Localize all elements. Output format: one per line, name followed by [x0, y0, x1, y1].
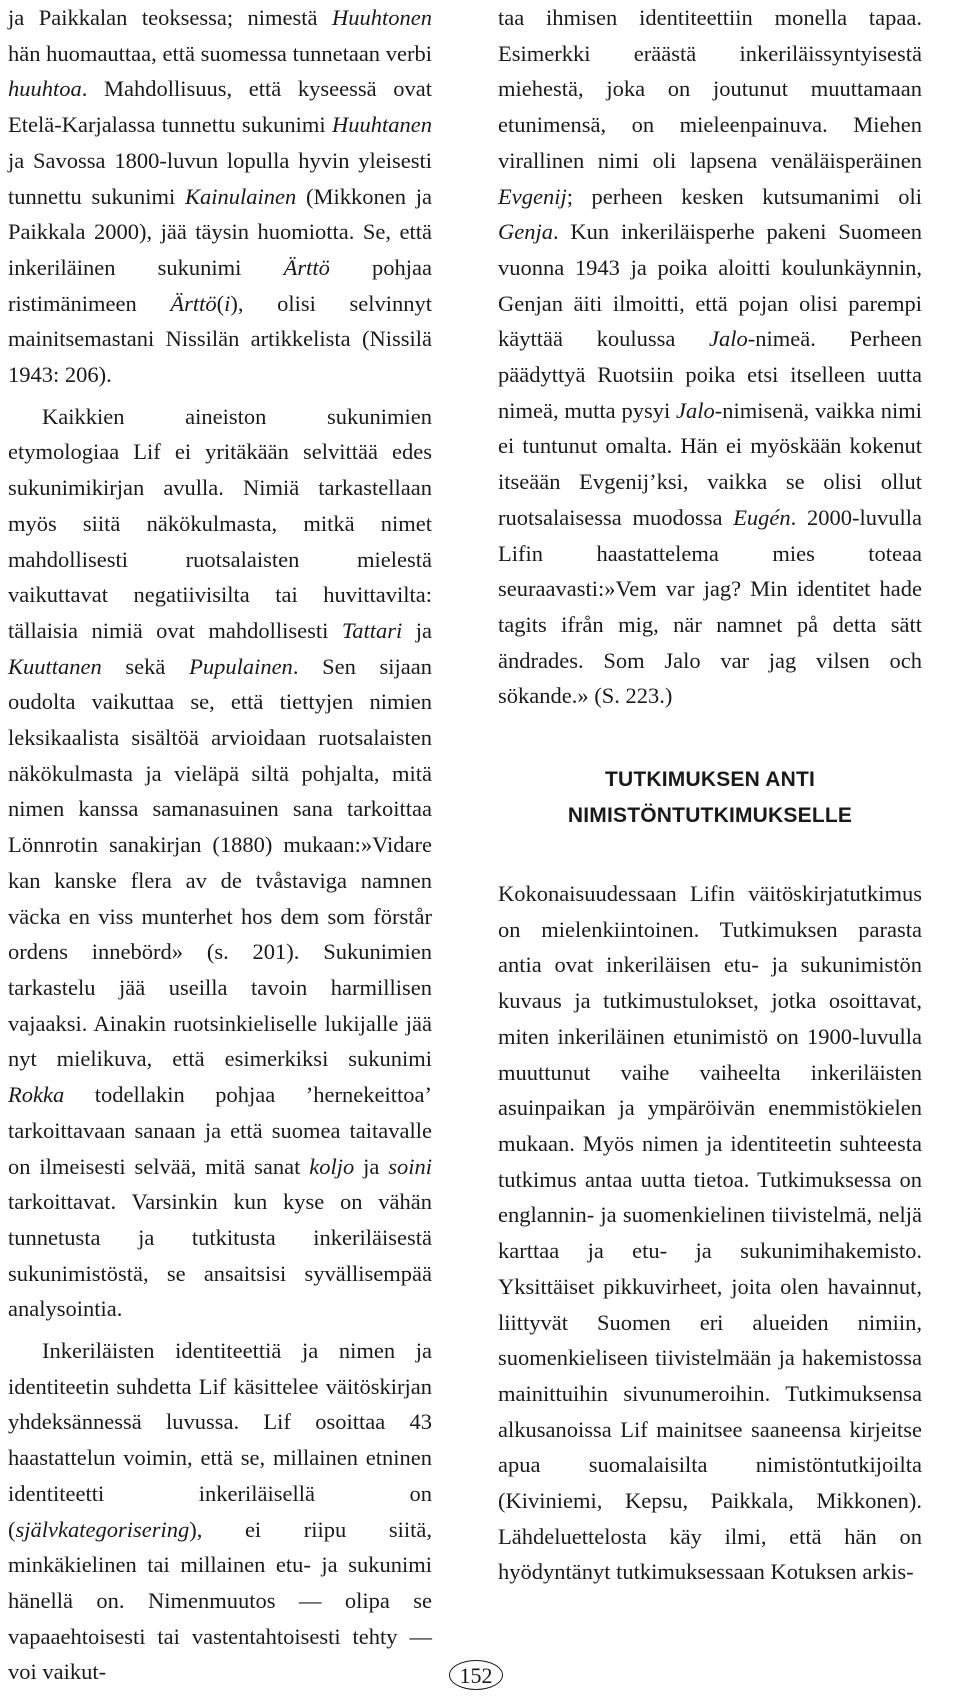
paragraph: Inkeriläisten identiteettiä ja nimen ja identiteetin suhdetta Lif käsittelee väitöskirjan yhdeksännessä luvussa. Lif osoittaa 43 haastattelun voimin, että se, millainen etninen identiteetti inkeriläisellä on (självkategorisering), ei riipu siitä, minkäkielinen tai millainen etu- ja sukunimi hänellä on. Nimenmuutos — olipa se vapaaehtoisesti tai vastentahtoisesti tehty — voi vaikut-	[8, 1338, 432, 1685]
section-heading: TUTKIMUKSEN ANTI NIMISTÖNTUTKIMUKSELLE	[567, 768, 853, 828]
paragraph: Kokonaisuudessaan Lifin väitöskirjatutkimus on mielenkiintoinen. Tutkimuksen parasta antia ovat inkeriläisen etu- ja sukunimistön kuvaus ja tutkimustulokset, jotka osoittavat, miten inkeriläinen etunimistö on 1900-luvulla muuttunut vaihe vaiheelta inkeriläisten asuinpaikan ja ympäröivän enemmistökielen mukaan. Myös nimen ja identiteetin suhteesta tutkimus antaa uutta tietoa. Tutkimuksessa on englannin- ja suomenkielinen tiivistelmä, neljä karttaa ja etu- ja sukunimihakemisto. Yksittäiset pikkuvirheet, joita olen havainnut, liittyvät Suomen eri alueiden nimiin, suomenkieliseen tiivistelmään ja hakemistossa mainittuihin sivunumeroihin. Tutkimuksensa alkusanoissa Lif mainitsee saaneensa kirjeitse apua suomalaisilta nimistöntutkijoilta (Kiviniemi, Kepsu, Paikkala, Mikkonen). Lähdeluettelosta käy ilmi, että hän on hyödyntänyt tutkimuksessaan Kotuksen arkis-	[498, 881, 922, 1585]
paragraph: Kaikkien aineiston sukunimien etymologiaa Lif ei yritäkään selvittää edes sukunimikirjan avulla. Nimiä tarkastellaan myös siitä näkökulmasta, mitkä nimet mahdollisesti ruotsalaisten mielestä vaikuttavat negatiivisilta tai huvittavilta: tällaisia nimiä ovat mahdollisesti Tattari ja Kuuttanen sekä Pupulainen. Sen sijaan oudolta vaikuttaa se, että tiettyjen nimien leksikaalista sisältöä arvioidaan ruotsalaisten näkökulmasta ja vieläpä siltä pohjalta, mitä nimen kanssa samanasuinen sana tarkoittaa Lönnrotin sanakirjan (1880) mukaan:»Vidare kan kanske flera av de tvåstaviga namnen väcka en viss munterhet hos dem som förstår ordens innebörd» (s. 201). Sukunimien tarkastelu jää useilla tavoin harmillisen vajaaksi. Ainakin ruotsinkieliselle lukijalle jää nyt mielikuva, että esimerkiksi sukunimi Rokka todellakin pohjaa ’hernekeittoa’ tarkoittavaan sanaan ja että suomea taitavalle on ilmeisesti selvää, mitä sanat koljo ja soini tarkoittavat. Varsinkin kun kyse on vähän tunnetusta ja tutkitusta inkeriläisestä sukunimistöstä, se ansaitsisi syvällisempää analysointia.	[8, 403, 433, 1322]
left-column	[8, 0, 432, 1690]
paragraph: ja Paikkalan teoksessa; nimestä Huuhtonen hän huomauttaa, että suomessa tunnetaan verbi huuhtoa. Mahdollisuus, että kyseessä ovat Etelä-Karjalassa tunnettu sukunimi Huuhtanen ja Savossa 1800-luvun lopulla hyvin yleisesti tunnettu sukunimi Kainulainen (Mikkonen ja Paikkala 2000), jää täysin huomiotta. Se, että inkeriläinen sukunimi Ärttö pohjaa ristimänimeen Ärttö(i), olisi selvinnyt mainitsemastani Nissilän artikkelista (Nissilä 1943: 206).	[8, 5, 432, 388]
paragraph: taa ihmisen identiteettiin monella tapaa. Esimerkki eräästä inkeriläissyntyisestä miehestä, joka on joutunut muuttamaan etunimensä, on mieleenpainuva. Miehen virallinen nimi oli lapsena venäläisperäinen Evgenij; perheen kesken kutsumanimi oli Genja. Kun inkeriläisperhe pakeni Suomeen vuonna 1943 ja poika aloitti koulunkäynnin, Genjan äiti ilmoitti, että pojan olisi parempi käyttää koulussa Jalo-nimeä. Perheen päädyttyä Ruotsiin poika etsi itselleen uutta nimeä, mutta pysyi Jalo-nimisenä, vaikka nimi ei tuntunut omalta. Hän ei myöskään kokenut itseään Evgenij’ksi, vaikka se olisi ollut ruotsalaisessa muodossa Eugén. 2000-luvulla Lifin haastattelema mies toteaa seuraavasti:»Vem var jag? Min identitet hade tagits ifrån mig, när namnet på detta sätt ändrades. Som Jalo var jag vilsen och sökande.» (S. 223.)	[498, 5, 923, 709]
page-number: 152	[449, 1660, 503, 1690]
right-column	[498, 0, 922, 1590]
